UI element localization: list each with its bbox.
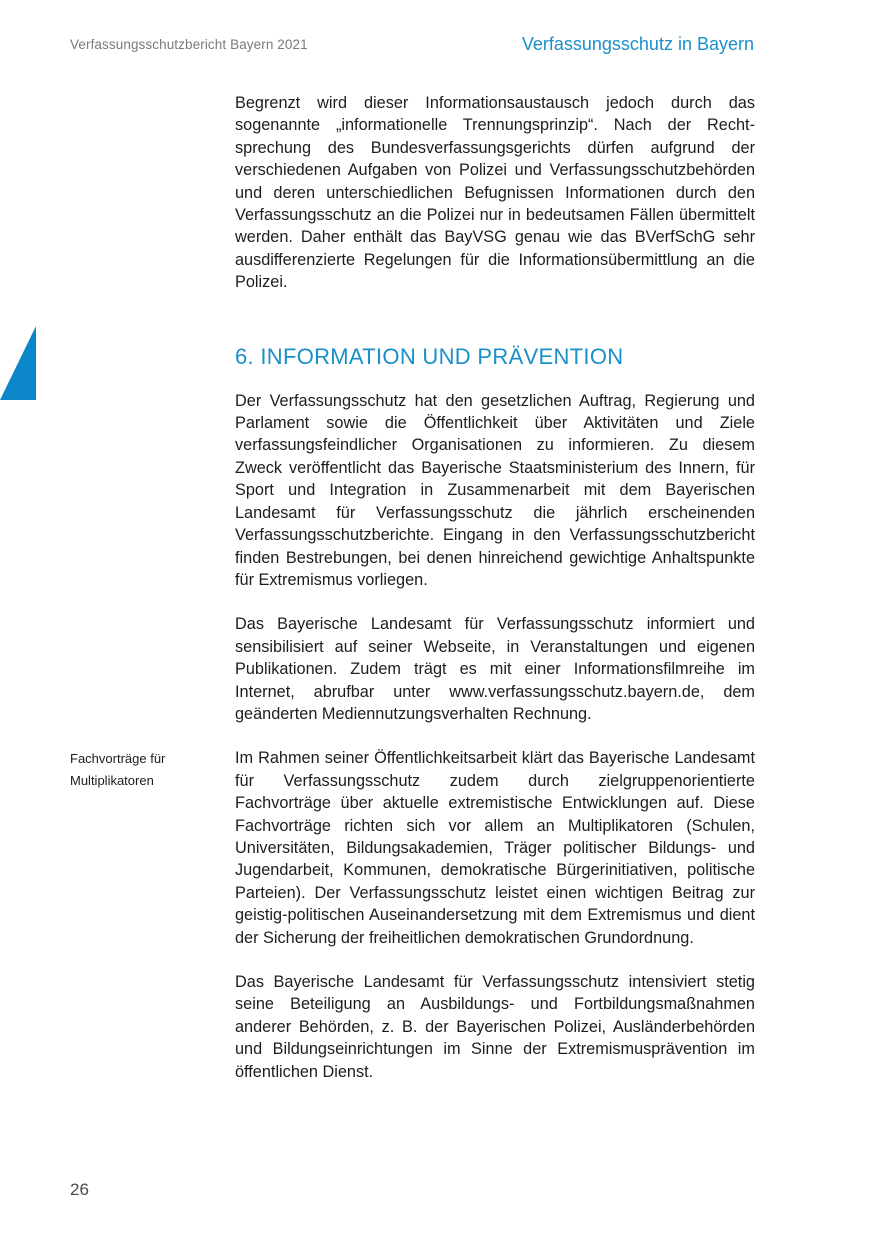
paragraph-1: Der Verfassungsschutz hat den gesetzlichen Auftrag, Regierung und Parlament sowie die Öffentlichkeit über Aktivitäten und Ziele verfassungsfeindlicher Organisationen zu informieren. Zu diesem Zweck veröffentlicht das Bayerische Staatsministerium des Innern, für Sport und Integration in Zusammenarbeit mit dem Bayerischen Landesamt für Verfassungsschutz die jährlich erscheinenden Verfassungsschutzberichte. Eingang in den Verfassungsschutzbericht finden Bestrebungen, bei denen hinreichend gewichtige Anhaltspunkte für Extremismus vorliegen. [235, 391, 755, 589]
margin-note [70, 748, 210, 792]
margin-note-line-1: Fachvorträge für [70, 751, 166, 767]
paragraph-4: Das Bayerische Landesamt für Verfassungsschutz intensiviert stetig seine Beteiligung an Ausbildungs- und Fortbildungsmaßnahmen anderer Behörden, z. B. der Bayerischen Polizei, Ausländerbehörden und Bildungseinrichtungen im Sinne der Extremismusprävention im öffentlichen Dienst. [235, 973, 755, 1081]
margin-note-line-2: Multiplikatoren [70, 773, 154, 789]
page-number: 26 [70, 1180, 89, 1199]
running-header-title: Verfassungsschutzbericht Bayern 2021 [70, 37, 308, 52]
chapter-header-title: Verfassungsschutz in Bayern [521, 34, 754, 54]
section-heading: 6. INFORMATION UND PRÄVENTION [235, 343, 624, 369]
paragraph-2: Das Bayerische Landesamt für Verfassungsschutz informiert und sensibilisiert auf seiner Webseite, in Veranstaltungen und eigenen Publikationen. Zudem trägt es mit einer Informationsfilmreihe im Internet, abrufbar unter www.verfassungsschutz.bayern.de, dem geänderten Mediennutzungsverhalten Rechnung. [235, 615, 755, 723]
paragraph-intro: Begrenzt wird dieser Informationsaustausch jedoch durch das sogenannte „informationelle Trennungsprinzip“. Nach der Rechtsprechung des Bundesverfassungsgerichts dürfen aufgrund der verschiedenen Aufgaben von Polizei und Verfassungsschutzbehörden und deren unterschiedlichen Befugnissen Informationen durch den Verfassungsschutz an die Polizei nur in bedeutsamen Fällen übermittelt werden. Daher enthält das BayVSG genau wie das BVerfSchG sehr ausdifferenzierte Regelungen für die Informationsübermittlung an die Polizei. [235, 94, 755, 292]
main-text-column [235, 92, 755, 1105]
chapter-edge-marker [0, 326, 36, 400]
paragraph-3: Im Rahmen seiner Öffentlichkeitsarbeit klärt das Bayerische Landesamt für Verfassungsschutz zudem durch zielgruppenorientierte Fachvorträge über aktuelle extremistische Entwicklungen auf. Diese Fachvorträge richten sich vor allem an Multiplikatoren (Schulen, Universitäten, Bildungsakademien, Träger politischer Bildungs- und Jugendarbeit, Kommunen, demokratische Bürgerinitiativen, politische Parteien). Der Verfassungsschutz leistet einen wichtigen Beitrag zur geistig-politischen Auseinandersetzung mit dem Extremismus und dient der Sicherung der freiheitlichen demokratischen Grundordnung. [235, 749, 755, 947]
